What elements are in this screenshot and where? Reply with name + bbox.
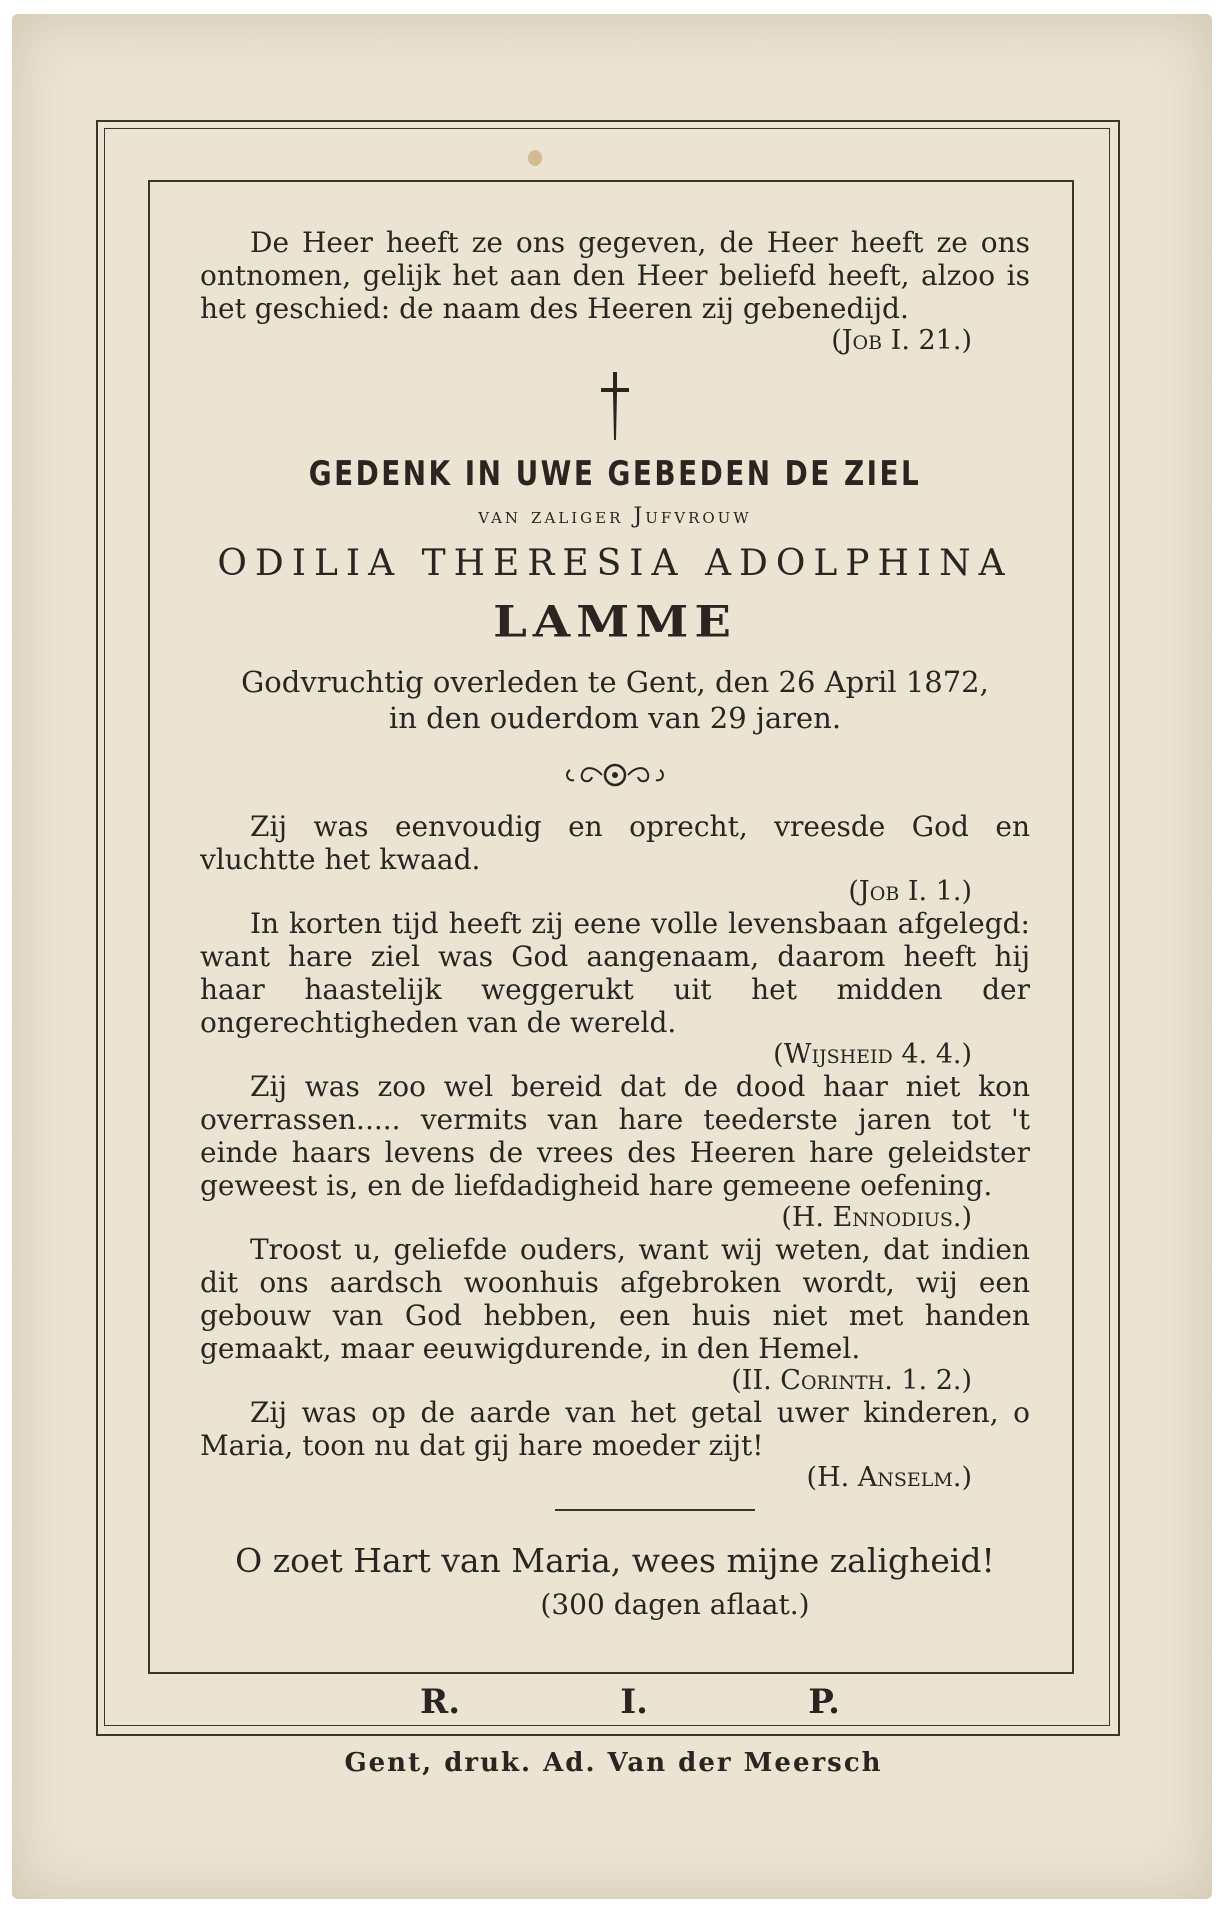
given-names: ODILIA THERESIA ADOLPHINA <box>217 543 1013 584</box>
quote-reference: (II. Corinth. 1. 2.) <box>731 1365 972 1396</box>
divider-line <box>555 1509 755 1511</box>
quote-reference: (H. Ennodius.) <box>781 1202 972 1233</box>
epigraph-text: De Heer heeft ze ons gegeven, de Heer heeft ze ons ontnomen, gelijk het aan den Heer beliefd heeft, alzoo is het geschied: de naam des Heeren zij gebenedijd. <box>200 226 1030 325</box>
heading: GEDENK IN UWE GEBEDEN DE ZIEL <box>308 454 922 494</box>
quotes-list <box>200 810 1030 1493</box>
death-line-2: in den ouderdom van 29 jaren. <box>388 701 842 735</box>
death-line-1: Godvruchtig overleden te Gent, den 26 April 1872, <box>241 665 989 699</box>
rip-letter: R. <box>420 1682 461 1722</box>
surname: LAMME <box>493 596 737 648</box>
printer-imprint: Gent, druk. Ad. Van der Meersch <box>344 1748 883 1778</box>
indulgence-note: (300 dagen aflaat.) <box>540 1588 810 1621</box>
quote-text: Zij was eenvoudig en oprecht, vreesde God en vluchtte het kwaad. <box>200 810 1030 876</box>
quote-text: Zij was zoo wel bereid dat de dood haar niet kon overrassen..... vermits van hare teederste jaren tot 't einde haars levens de vrees des Heeren hare geleidster geweest is, en de liefdadigheid hare gemeene oefening. <box>200 1070 1030 1202</box>
quote-reference: (H. Anselm.) <box>806 1462 972 1493</box>
quote-text: In korten tijd heeft zij eene volle levensbaan afgelegd: want hare ziel was God aangenaam, daarom heeft hij haar haastelijk weggerukt uit het midden der ongerechtigheden van de wereld. <box>200 907 1030 1039</box>
quote-text: Troost u, geliefde ouders, want wij weten, dat indien dit ons aardsch woonhuis afgebroken wordt, wij een gebouw van God hebben, een huis niet met handen gemaakt, maar eeuwigdurende, in den Hemel. <box>200 1233 1030 1365</box>
floral-ornament-icon <box>560 760 670 790</box>
card-content <box>200 226 1030 1621</box>
rip-letter: I. <box>620 1682 649 1722</box>
quote-reference: (Job I. 1.) <box>848 876 972 907</box>
quote-reference: (Wijsheid 4. 4.) <box>773 1039 972 1070</box>
latin-cross-icon <box>595 370 635 444</box>
subheading: van zaliger Jufvrouw <box>478 504 752 529</box>
prayer-line: O zoet Hart van Maria, wees mijne zaligheid! <box>235 1541 995 1580</box>
rip-letter: P. <box>808 1682 840 1722</box>
rip-line <box>420 1682 840 1722</box>
quote-text: Zij was op de aarde van het getal uwer kinderen, o Maria, toon nu dat gij hare moeder zijt! <box>200 1396 1030 1462</box>
epigraph-reference: (Job I. 21.) <box>831 325 972 356</box>
